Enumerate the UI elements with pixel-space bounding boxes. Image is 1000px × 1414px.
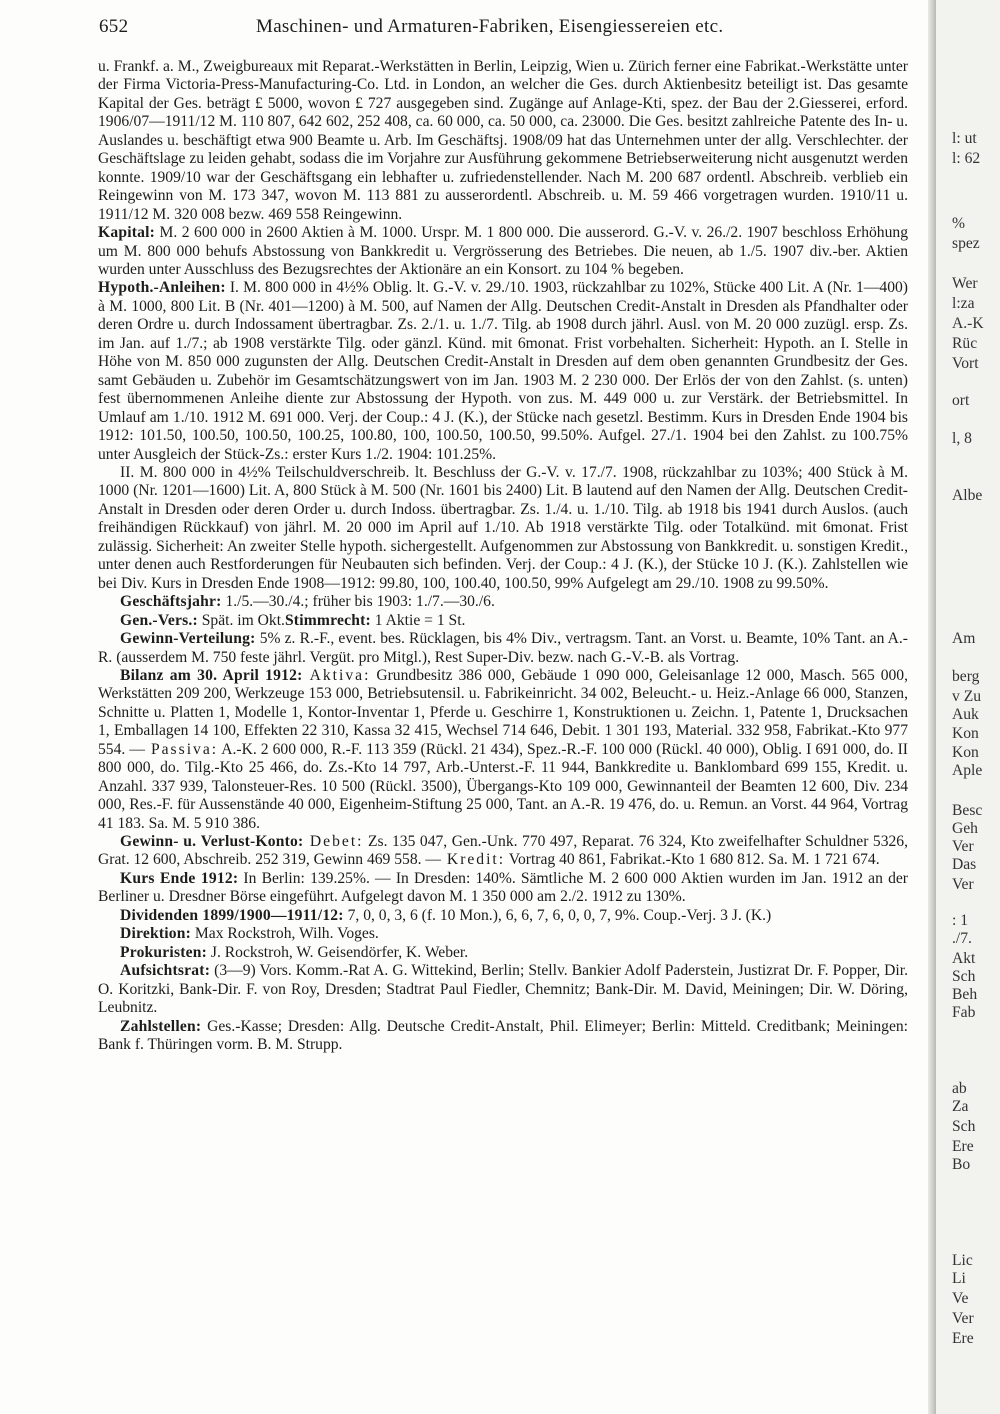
paragraph-text: u. Frankf. a. M., Zweigbureaux mit Reparat.-Werkstätten in Berlin, Leipzig, Wien u. Zürich ferner eine Fabrikat.-Werkstätte unter der Firma Victoria-Press-Manufacturing-Co. Ltd. in London, an welcher die Ges. durch Aktienbesitz beteiligt ist. Das gesamte Kapital der Ges. beträgt £ 5000, wovon £ 727 ausgegeben sind. Zugänge auf Anlage-Kti, spez. der Bau der 2.Giesserei, erford. 1906/07—1911/12 M. 110 807, 642 602, 252 408, ca. 60 000, ca. 50 000, ca. 23000. Die Ges. besitzt zahlreiche Patente des In- u. Auslandes u. beschäftigt etwa 900 Beamte u. Arb. Im Geschäftsj. 1908/09 hat das Unternehmen unter der allg. Verschlechter. der Geschäftslage zu leiden gehabt, sodass die im Vorjahre zur Ausführung gekommene Betriebserweiterung nicht ausgenutzt werden konnte. 1909/10 war der Geschäftsgang ein lebhafter u. zufriedenstellender. Nach M. 200 687 ordentl. Abschreib. verblieb ein Reingewinn von M. 173 347, wovon M. 113 881 zu ausserordentl. Abschreib. u. M. 59 466 vorgetragen wurden. 1910/11 u. 1911/12 M. 320 008 bezw. 469 558 Reingewinn. [98, 58, 908, 223]
facing-page-fragment: spez [952, 235, 980, 252]
spaced-label: Kredit: [441, 851, 506, 869]
paragraph-text: Zs. 135 047, Gen.-Unk. 770 497, Reparat. 76 324, Kto zweifelhafter Schuldner 5326, Grat. 12 600, Abschreib. 252 319, Gewinn 469 558. — [98, 833, 908, 869]
section-label: Aufsichtsrat: [120, 962, 211, 980]
facing-page-fragment: Am [952, 630, 976, 647]
facing-page-fragment: Beh [952, 986, 978, 1003]
paragraph [98, 944, 908, 962]
facing-page-fragment: ./7. [952, 930, 972, 947]
paragraph-text: Max Rockstroh, Wilh. Voges. [191, 925, 379, 943]
section-label: Geschäftsjahr: [120, 593, 222, 611]
facing-page-fragment: Bo [952, 1156, 971, 1173]
facing-page-edge-text [944, 0, 1000, 1414]
paragraph [98, 925, 908, 943]
facing-page-fragment: l:za [952, 295, 975, 312]
facing-page-fragment: Za [952, 1098, 969, 1115]
facing-page-fragment: Ere [952, 1138, 974, 1155]
facing-page-fragment: Ver [952, 1310, 974, 1327]
paragraph [98, 58, 908, 224]
facing-page-fragment: v Zu [952, 688, 982, 705]
paragraph-text: M. 2 600 000 in 2600 Aktien à M. 1000. Urspr. M. 1 800 000. Die ausserord. G.-V. v. 26./2. 1907 beschloss Erhöhung um M. 800 000 behufs Abstossung von Bankkredit u. Vergrösserung des Betriebes. Die neuen, ab 1./5. 1907 div.-ber. Aktien wurden unter Ausschluss des Bezugsrechtes der Aktionäre an ein Konsort. zu 104 % begeben. [98, 224, 908, 278]
document-body [98, 58, 908, 1054]
facing-page-fragment: l, 8 [952, 430, 972, 447]
paragraph-text: (3—9) Vors. Komm.-Rat A. G. Wittekind, Berlin; Stellv. Bankier Adolf Paderstein, Justizrat Dr. F. Popper, Dir. O. Koritzki, Bank-Dir. F. von Roy, Dresden; Stadtrat Paul Fiedler, Chemnitz; Bank-Dir. M. David, Meiningen; Dir. W. Döring, Leubnitz. [98, 962, 908, 1017]
facing-page-fragment: Kon [952, 725, 979, 742]
facing-page-fragment: ab [952, 1080, 967, 1097]
section-label: Gewinn- u. Verlust-Konto: [120, 833, 304, 851]
paragraph [98, 1018, 908, 1055]
spaced-label: Aktiva: [302, 666, 371, 684]
paragraph-text: 7, 0, 0, 3, 6 (f. 10 Mon.), 6, 6, 7, 6, 0, 0, 7, 9%. Coup.-Verj. 3 J. (K.) [343, 906, 772, 924]
facing-page-fragment: Ve [952, 1290, 969, 1307]
facing-page-fragment: Sch [952, 968, 976, 985]
section-label: Kurs Ende 1912: [120, 869, 239, 887]
paragraph-text: A.-K. 2 600 000, R.-F. 113 359 (Rückl. 21 434), Spez.-R.-F. 100 000 (Rückl. 40 000), Oblig. I 691 000, do. II 800 000, do. Tilg.-Kto 25 466, do. Zs.-Kto 14 797, Arb.-Unterst.-F. 11 944, Bankkredite u. Banklombard 699 155, Kredit. u. Anzahl. 337 939, Talonsteuer-Res. 10 500 (Rückl. 3500), Übergangs-Kto 109 000, Gewinnanteil der Beamten 12 600, Div. 234 000, Res.-F. für Aussenstände 40 000, Eigenheim-Stiftung 25 000, Tant. an A.-R. 19 476, do. u. Remun. an Vorst. 44 964, Vortrag 41 183. Sa. M. 5 910 386. [98, 740, 908, 832]
section-label: Bilanz am 30. April 1912: [120, 666, 303, 684]
book-gutter [928, 0, 936, 1414]
running-title: Maschinen- und Armaturen-Fabriken, Eisengiessereien etc. [256, 16, 724, 37]
page-number: 652 [99, 16, 129, 37]
facing-page-fragment: A.-K [952, 315, 984, 332]
facing-page-fragment: Li [952, 1270, 966, 1287]
paragraph [98, 907, 908, 925]
section-label: Direktion: [120, 925, 192, 943]
facing-page-fragment: Rüc [952, 335, 978, 352]
paragraph-text: 1 Aktie = 1 St. [370, 611, 466, 629]
paragraph-text: In Berlin: 139.25%. — In Dresden: 140%. Sämtliche M. 2 600 000 Aktien wurden im Jan. 1912 an der Berliner u. Dresdner Börse eingeführt. Aufgelegt davon M. 1 350 000 am 2./2. 1912 zu 130%. [98, 869, 908, 906]
facing-page-fragment: Besc [952, 802, 983, 819]
page-header [99, 14, 919, 44]
facing-page-fragment: berg [952, 668, 980, 685]
spaced-label: Debet: [303, 833, 364, 851]
facing-page-fragment: Akt [952, 950, 976, 967]
facing-page-fragment: Ere [952, 1330, 974, 1347]
facing-page-fragment: : 1 [952, 912, 969, 929]
paragraph-text: 5% z. R.-F., event. bes. Rücklagen, bis 4% Div., vertragsm. Tant. an Vorst. u. Beamte, 10% Tant. an A.-R. (ausserdem M. 750 feste jährl. Vergüt. pro Mitgl.), Rest Super-Div. bezw. nach G.-V.-B. als Vortrag. [98, 630, 908, 666]
section-label: Hypoth.-Anleihen: [98, 279, 226, 297]
facing-page-fragment: Vort [952, 355, 979, 372]
paragraph-text: 1./5.—30./4.; früher bis 1903: 1./7.—30./6. [221, 593, 495, 611]
facing-page-fragment: Ver [952, 876, 974, 893]
paragraph-text: Spät. im Okt. [197, 611, 285, 629]
facing-page-fragment: Aple [952, 762, 983, 779]
paragraph-text: I. M. 800 000 in 4½% Oblig. lt. G.-V. v. 29./10. 1903, rückzahlbar zu 102%, Stücke 400 Lit. A (Nr. 1—400) à M. 1000, 800 Lit. B (Nr. 401—1200) à M. 500, auf Namen der Allg. Deutschen Credit-Anstalt in Dresden als Pfandhalter oder deren Ordre u. durch Indossament übertragbar. Zs. 2./1. u. 1./7. Tilg. ab 1908 durch jährl. Ausl. von M. 20 000 zuzügl. ersp. Zs. im Jan. auf 1./7.; ab 1908 verstärkte Tilg. oder gänzl. Künd. mit 6monat. Frist vorbehalten. Sicherheit: Hypoth. an I. Stelle in Höhe von M. 850 000 zugunsten der Allg. Deutschen Credit-Anstalt in Dresden auf dem oben genannten Grundbesitz der Ges. samt Gebäuden u. Zubehör im Gesamtschätzungswert von im Jan. 1903 M. 2 230 000. Der Erlös der von den Zahlst. (s. unten) fest übernommenen Anleihe diente zur Abstossung der Hypoth. von zus. M. 449 000 u. zur Verstärk. der Betriebsmittel. In Umlauf am 1./10. 1912 M. 691 000. Verj. der Coup.: 4 J. (K.), der Stücke nach gesetzl. Bestimm. Kurs in Dresden Ende 1904 bis 1912: 101.50, 100.50, 100.50, 100.25, 100.80, 100, 100.50, 100.50, 99.50%. Aufgel. 27./1. 1904 bei den Zahlst. zu 100.75% unter Ausgleich der Stück-Zs.: erster Kurs 1./2. 1904: 101.25%. [98, 279, 908, 463]
facing-page-fragment: Sch [952, 1118, 976, 1135]
paragraph-text: J. Rockstroh, W. Geisendörfer, K. Weber. [207, 943, 469, 961]
section-label: Kapital: [98, 224, 156, 242]
facing-page-fragment: Kon [952, 744, 979, 761]
paragraph-text: Ges.-Kasse; Dresden: Allg. Deutsche Credit-Anstalt, Phil. Elimeyer; Berlin: Mitteld. Creditbank; Meiningen: Bank f. Thüringen vorm. B. M. Strupp. [98, 1017, 908, 1054]
facing-page-fragment: Fab [952, 1004, 976, 1021]
paragraph [98, 833, 908, 870]
paragraph [98, 962, 908, 1017]
paragraph [98, 464, 908, 593]
facing-page-fragment: Geh [952, 820, 978, 837]
paragraph-text: II. M. 800 000 in 4½% Teilschuldverschreib. lt. Beschluss der G.-V. v. 17./7. 1908, rückzahlbar zu 103%; 400 Stück à M. 1000 (Nr. 1201—1600) Lit. A, 800 Stück à M. 500 (Nr. 1601 bis 2400) Lit. B lautend auf den Namen der Allg. Deutschen Credit-Anstalt in Dresden oder deren Order u. durch Indoss. übertragbar. Zs. 1./4. u. 1./10. Tilg. ab 1918 bis 1941 durch Auslos. (auch freihändigen Rückkauf) von jährl. M. 20 000 im April auf 1./10. Ab 1918 verstärkte Tilg. oder Totalkünd. mit 6monat. Frist zulässig. Sicherheit: An zweiter Stelle hypoth. sichergestellt. Aufgenommen zur Abstossung von Bankkredit. u. sonstigen Kredit., unter denen auch Restforderungen für Neubauten sich befinden. Verj. der Coup.: 4 J. (K.), der Stücke 10 J. (K.). Zahlstellen wie bei Div. Kurs in Dresden Ende 1908—1912: 99.80, 100, 100.40, 100.50, 99% Aufgelegt am 29./10. 1908 zu 99.50%. [98, 463, 908, 592]
section-label: Dividenden 1899/1900—1911/12: [120, 906, 344, 924]
section-label: Stimmrecht: [284, 611, 371, 629]
section-label: Zahlstellen: [120, 1017, 202, 1035]
paragraph [98, 870, 908, 907]
facing-page-fragment: Albe [952, 487, 983, 504]
paragraph-text: Vortrag 40 861, Fabrikat.-Kto 1 680 812. Sa. M. 1 721 674. [505, 851, 880, 869]
facing-page-fragment: Auk [952, 706, 979, 723]
facing-page-fragment: ort [952, 392, 970, 409]
facing-page-fragment: Das [952, 856, 977, 873]
section-label: Gewinn-Verteilung: [120, 630, 256, 648]
paragraph-text: Grundbesitz 386 000, Gebäude 1 090 000, Geleisanlage 12 000, Masch. 565 000, Werkstätten 209 200, Werkzeuge 153 000, Betriebsutensil. u. Fabrikeinricht. 34 002, Beleucht.- u. Heiz.-Anlage 66 000, Stanzen, Schnitte u. Platten 1, Modelle 1, Kontor-Inventar 1, Pferde u. Geschirre 1, Konstruktionen u. Zeichn. 1, Patente 1, Drucksachen 1, Emballagen 14 100, Effekten 22 310, Kassa 32 415, Wechsel 714 646, Debit. 1 301 193, Material. 332 958, Fabrikat.-Kto 977 554. — [98, 666, 909, 758]
paragraph [98, 667, 908, 833]
facing-page-fragment: l: ut [952, 130, 977, 147]
section-label: Gen.-Vers.: [120, 611, 198, 629]
paragraph [98, 612, 908, 630]
paragraph [98, 224, 908, 279]
paragraph [98, 279, 908, 464]
spaced-label: Passiva: [144, 740, 219, 758]
paragraph [98, 630, 908, 667]
facing-page-fragment: Ver [952, 838, 974, 855]
paragraph [98, 593, 908, 611]
facing-page-fragment: % [952, 215, 965, 232]
section-label: Prokuristen: [120, 943, 208, 961]
facing-page-fragment: Wer [952, 275, 978, 292]
facing-page-fragment: l: 62 [952, 150, 981, 167]
facing-page-fragment: Lic [952, 1252, 973, 1269]
